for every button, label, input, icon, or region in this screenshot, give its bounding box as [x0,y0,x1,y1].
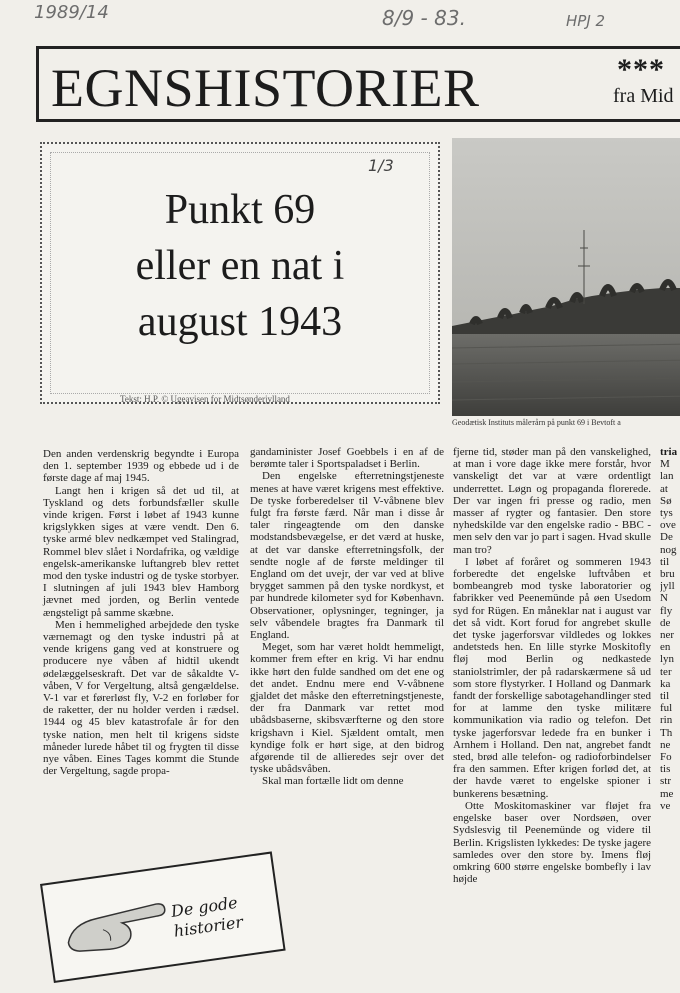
advert-line: historier [172,912,245,941]
paragraph: Meget, som har været holdt hemmeligt, kommer frem efter en krig. Vi har endnu ikke hørt den fulde sandhed om det ene og det andet. Endnu mere end V-våbnene gjaldet det måske den efterretningstjeneste, der fra Danmark var rettet mod ubådsbaserne, skibsværfterne og den store krigshavn i Kiel. Sjældent omtalt, men kyndige folk er hørt sige, at den bidrog afgørende til de allieredes sejr over det tyske ubådsvåben. [250,641,444,776]
column-4-fragment: til [660,690,670,703]
column-4-fragment: ka [660,677,671,690]
column-4-heading: tria [660,446,678,458]
headline-line: eller en nat i [135,243,345,289]
article-headline [42,182,438,350]
column-4-fragment: me [660,787,674,800]
article-credit: Tekst: H.P. © Ugeavisen for Midtsønderjylland [120,394,290,404]
column-4-fragment: tis [660,763,671,776]
paragraph: Skal man fortælle lidt om denne [262,775,404,788]
column-4-fragment: de [660,616,671,629]
photo-landscape-graphic [452,138,680,416]
article-title-box [40,142,440,404]
column-4-fragment: ter [660,665,672,678]
masthead-banner [36,46,680,122]
column-4-fragment: Fo [660,751,672,764]
column-4-fragment: lyn [660,653,675,666]
column-4-fragment: til [660,555,670,568]
paragraph: fjerne tid, støder man på den vanskelighed, at man i vore dage ikke mere forstår, hvor vanskeligt det var at være ordentligt underrettet. Løgn og propaganda florerede. Der var ingen fri presse og radio, men masser af rygter og fantasier. Den store nyhedskilde var den engelske radio - BBC - men selv den var jo part i sagen. Hvad skulle man tro? [453,446,651,556]
photo-caption: Geodætisk Instituts målетårn på punkt 69 i Bevtoft a [452,418,621,427]
column-4-fragment: tys [660,507,673,520]
paragraph: I løbet af foråret og sommeren 1943 forberedte det engelske luftvåben et bombeangreb mod tyske laboratorier og fabrikker ved Peenemünde på øen Usedom syd for Rügen. En måneklar nat i august var det så vidt. Kort forud for angrebet skulle det tyske jagerforsvar vildledes og lokkes andetsteds hen. En lille styrke Moskitofly fløj mod Berlin og nedkastede staniolstrimler, der på radarskærmene så ud som store flystyrker. I Holland og Danmark fandt der forskellige sabotagehandlinger sted for at lamme den tyske militære kommunikation via radio og telefon. Det tyske jagerforsvar ledede fra en bunker i Arnhem i Holland. Den nat, angrebet fandt sted, brød alle telefon- og radioforbindelser fra den sammen. Efter krigen forlød det, at der havde været to engelske spioner i bunkerens besætning. [453,555,651,800]
column-4-fragment: N [660,592,668,605]
article-column-3 [453,446,651,885]
column-4-fragment: ove [660,519,676,532]
paragraph: Langt hen i krigen så det ud til, at Tyskland og dets forbundsfæller skulle vinde krigen. Først i løbet af 1943 kunne krigslykken siges at være vendt. Den 6. tyske armé blev nedkæmpet ved Stalingrad, Rommel blev slået i Nordafrika, og vældige engelsk-amerikanske luftangreb blev rettet mod den tyske industri og de tyske storbyer. I slutningen af juli 1943 blev Hamborg jævnet med jorden, og Berlin ventede ængsteligt på samme skæbne. [43,484,239,619]
paragraph: Men i hemmelighed arbejdede den tyske værnemagt og den tyske industri på at vende krigens gang ved at konstruere og producere nye våben af hidtil ukendt ødelæggelseskraft. Det var de såkaldte V-våben, V for Vergeltung, altså gengældelse. V-1 var et førerløst fly, V-2 en forløber for de raketter, der nu holder verden i rædsel. 1944 og 45 blev katastrofale år for den tyske nation, men helt til krigens sidste måneder lurede håbet til og frygten til disse nye våben. Eines Tages kommt die Stunde der Vergeltung, sagde propa- [43,618,239,778]
paragraph: Den engelske efterretningstjeneste menes at have været krigens mest effektive. De tyske forberedelser til V-våbnene blev fulgt fra første færd. Når man i disse år taler ringeagtende om den danske modstandsbevægelse, er det værd at huske, at det var danske efterretningsfolk, der sendte nogle af de første meldinger til England om det uvejr, der var ved at blive brygget sammen på den tyske nordkyst, et par hundrede kilometer syd for København. Observationer, oplysninger, tegninger, ja selv våbendele bragtes fra Danmark til England. [250,470,444,642]
column-4-fragment: ne [660,738,671,751]
masthead-stars: *** [617,53,665,86]
handwritten-code-right: HPJ 2 [566,12,606,30]
headline-line: august 1943 [137,299,343,345]
column-4-fragment: str [660,775,671,788]
column-4-fragment: bru [660,568,675,581]
handwritten-date-left: 1989/14 [34,2,109,23]
column-4-fragment: Th [660,726,673,739]
column-4-fragment: ful [660,702,673,715]
column-4-fragment: lan [660,470,674,483]
handwritten-date-middle: 8/9 - 83. [382,6,466,30]
paragraph: gandaminister Josef Goebbels i en af de berømte taler i Sportspaladset i Berlin. [250,446,444,471]
tower-photo [452,138,680,416]
paragraph: Otte Moskitomaskiner var fløjet fra engelske baser over Nordsøen, over Sydslesvig til Peenemünde og videre til Berlin. Krigslisten lykkedes: De tyske jagere samledes over den store by. Imens fløj omkring 600 større engelske bombefly i lav højde [453,799,651,886]
column-4-fragment: M [660,458,670,471]
column-4-fragment: Sø [660,494,672,507]
headline-line: Punkt 69 [164,187,316,233]
masthead-title: EGNSHISTORIER [51,58,480,118]
column-4-fragment: fly [660,604,673,617]
advert-card [40,851,293,993]
column-4-fragment: jyll [660,580,675,593]
column-4-lines [660,458,680,812]
article-column-4-cropped [660,446,680,812]
column-4-fragment: at [660,482,668,495]
column-4-fragment: rin [660,714,673,727]
column-4-fragment: ve [660,799,671,812]
column-4-fragment: De [660,531,673,544]
paragraph: Den anden verdenskrig begyndte i Europa den 1. september 1939 og ebbede ud i de første dage af maj 1945. [43,448,239,485]
column-4-fragment: en [660,641,671,654]
column-4-fragment: ner [660,629,675,642]
column-4-fragment: nog [660,543,677,556]
article-column-1 [43,448,239,777]
article-column-2 [250,446,444,788]
masthead-subtitle: fra Mid [613,85,674,107]
advert-line: De gode [169,892,239,921]
handwritten-fraction: 1/3 [368,156,394,175]
